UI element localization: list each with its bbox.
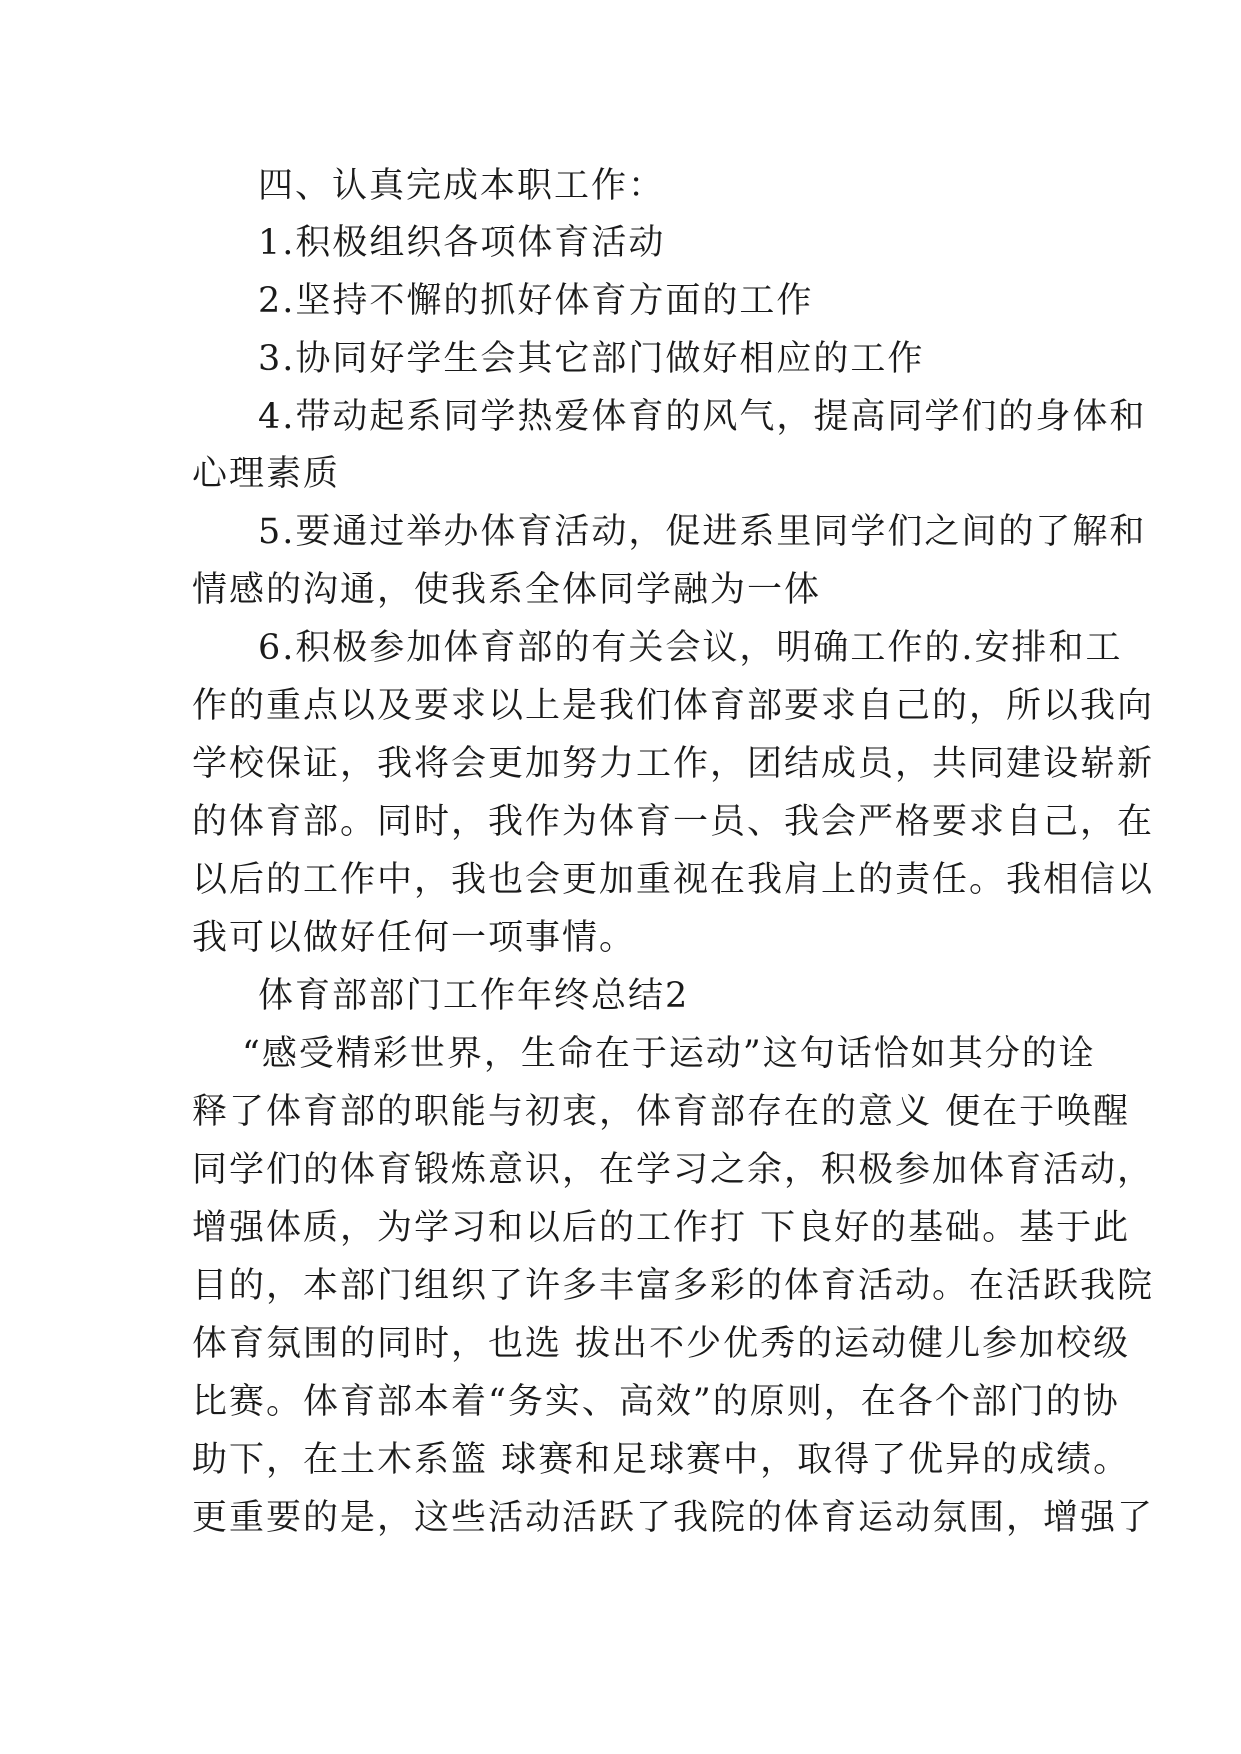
- list-item: 1.积极组织各项体育活动: [258, 223, 666, 263]
- paragraph-line: 增强体质，为学习和以后的工作打 下良好的基础。基于此: [192, 1208, 1131, 1248]
- paragraph-line: 目的，本部门组织了许多丰富多彩的体育活动。在活跃我院: [192, 1266, 1155, 1306]
- list-item-continuation: 心理素质: [192, 454, 341, 494]
- list-item: 6.积极参加体育部的有关会议，明确工作的.安排和工: [258, 628, 1123, 668]
- section-heading: 四、认真完成本职工作：: [258, 166, 666, 206]
- paragraph-line: 我可以做好任何一项事情。: [192, 918, 637, 958]
- list-item: 5.要通过举办体育活动，促进系里同学们之间的了解和: [258, 512, 1147, 552]
- paragraph-line: 更重要的是，这些活动活跃了我院的体育运动氛围，增强了: [192, 1498, 1155, 1538]
- paragraph-line: “感受精彩世界，生命在于运动”这句话恰如其分的诠: [242, 1034, 1096, 1074]
- paragraph-line: 以后的工作中，我也会更加重视在我肩上的责任。我相信以: [192, 860, 1155, 900]
- list-item-continuation: 情感的沟通，使我系全体同学融为一体: [192, 570, 822, 610]
- paragraph-line: 体育氛围的同时，也选 拔出不少优秀的运动健儿参加校级: [192, 1324, 1131, 1364]
- paragraph-line: 比赛。体育部本着“务实、高效”的原则，在各个部门的协: [192, 1382, 1120, 1422]
- section-title: 体育部部门工作年终总结2: [258, 976, 690, 1016]
- paragraph-line: 学校保证，我将会更加努力工作，团结成员，共同建设崭新: [192, 744, 1155, 784]
- paragraph-line: 助下，在土木系篮 球赛和足球赛中，取得了优异的成绩。: [192, 1440, 1131, 1480]
- list-item: 3.协同好学生会其它部门做好相应的工作: [258, 339, 925, 379]
- list-item: 4.带动起系同学热爱体育的风气，提高同学们的身体和: [258, 397, 1147, 437]
- paragraph-line: 作的重点以及要求以上是我们体育部要求自己的，所以我向: [192, 686, 1155, 726]
- paragraph-line: 的体育部。同时，我作为体育一员、我会严格要求自己，在: [192, 802, 1155, 842]
- paragraph-line: 释了体育部的职能与初衷，体育部存在的意义 便在于唤醒: [192, 1092, 1131, 1132]
- paragraph-line: 同学们的体育锻炼意识，在学习之余，积极参加体育活动，: [192, 1150, 1155, 1190]
- list-item: 2.坚持不懈的抓好体育方面的工作: [258, 281, 814, 321]
